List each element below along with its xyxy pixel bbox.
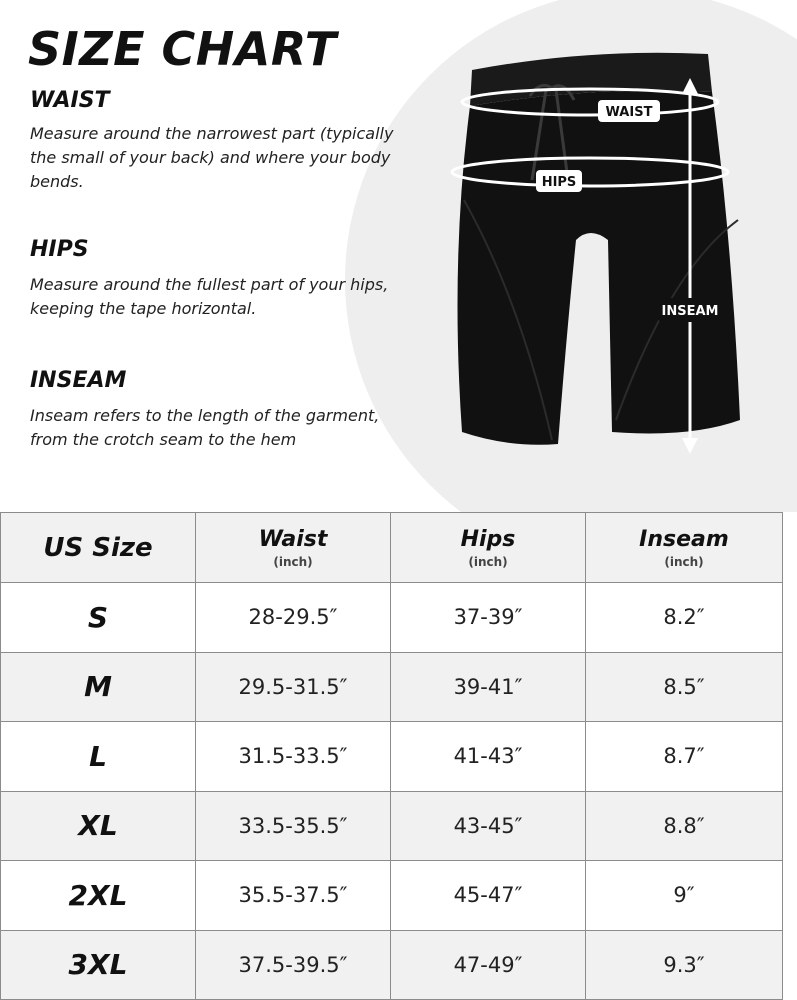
inseam-cell: 8.2″ bbox=[586, 583, 783, 653]
waist-cell: 33.5-35.5″ bbox=[196, 791, 391, 861]
table-header-row bbox=[1, 513, 783, 583]
hips-heading: HIPS bbox=[30, 237, 89, 262]
shorts-illustration bbox=[440, 40, 770, 480]
table-row bbox=[1, 652, 783, 722]
waist-cell: 29.5-31.5″ bbox=[196, 652, 391, 722]
header-us-size: US Size bbox=[1, 513, 196, 583]
size-cell: 2XL bbox=[1, 861, 196, 931]
hips-cell: 43-45″ bbox=[391, 791, 586, 861]
waist-description: Measure around the narrowest part (typically the small of your back) and where your body bends. bbox=[30, 124, 394, 191]
hips-cell: 41-43″ bbox=[391, 722, 586, 792]
size-cell: M bbox=[1, 652, 196, 722]
waist-label: WAIST bbox=[605, 105, 653, 120]
header-waist: Waist (inch) bbox=[196, 513, 391, 583]
inseam-cell: 8.7″ bbox=[586, 722, 783, 792]
inseam-cell: 9″ bbox=[586, 861, 783, 931]
table-row bbox=[1, 930, 783, 1000]
inseam-cell: 8.5″ bbox=[586, 652, 783, 722]
waist-cell: 28-29.5″ bbox=[196, 583, 391, 653]
waist-cell: 35.5-37.5″ bbox=[196, 861, 391, 931]
hips-cell: 37-39″ bbox=[391, 583, 586, 653]
page-title: SIZE CHART bbox=[28, 22, 337, 76]
table-row bbox=[1, 791, 783, 861]
hips-cell: 45-47″ bbox=[391, 861, 586, 931]
inseam-cell: 8.8″ bbox=[586, 791, 783, 861]
waist-cell: 31.5-33.5″ bbox=[196, 722, 391, 792]
hips-cell: 47-49″ bbox=[391, 930, 586, 1000]
header-inseam: Inseam (inch) bbox=[586, 513, 783, 583]
shorts-body bbox=[458, 91, 741, 445]
hips-cell: 39-41″ bbox=[391, 652, 586, 722]
size-cell: L bbox=[1, 722, 196, 792]
size-table bbox=[0, 512, 783, 1000]
table-row bbox=[1, 583, 783, 653]
size-cell: 3XL bbox=[1, 930, 196, 1000]
header-hips: Hips (inch) bbox=[391, 513, 586, 583]
size-cell: S bbox=[1, 583, 196, 653]
hips-description: Measure around the fullest part of your hips, keeping the tape horizontal. bbox=[30, 275, 389, 318]
inseam-heading: INSEAM bbox=[30, 368, 127, 393]
hips-label: HIPS bbox=[541, 175, 577, 190]
waist-cell: 37.5-39.5″ bbox=[196, 930, 391, 1000]
inseam-label: INSEAM bbox=[661, 304, 719, 319]
table-row bbox=[1, 861, 783, 931]
inseam-description: Inseam refers to the length of the garment, from the crotch seam to the hem bbox=[30, 406, 380, 449]
waist-heading: WAIST bbox=[30, 88, 110, 113]
table-row bbox=[1, 722, 783, 792]
inseam-cell: 9.3″ bbox=[586, 930, 783, 1000]
size-cell: XL bbox=[1, 791, 196, 861]
